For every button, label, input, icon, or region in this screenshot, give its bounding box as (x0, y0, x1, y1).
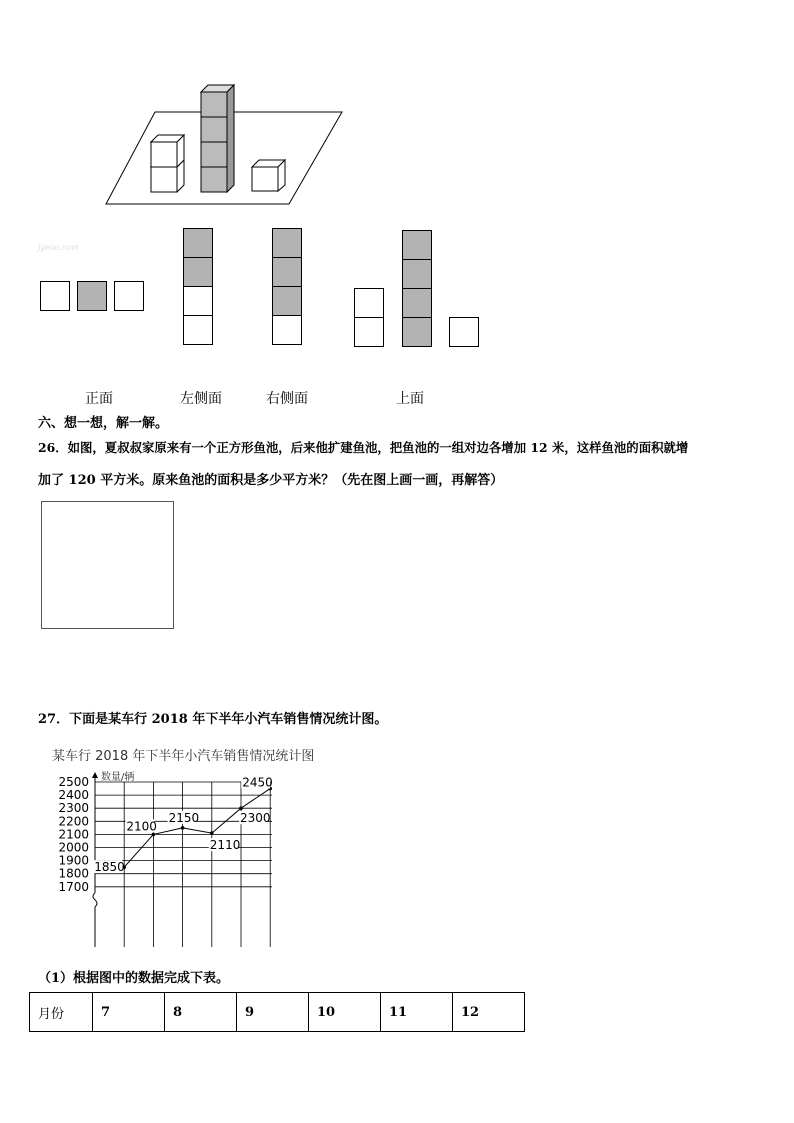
watermark: jyeoo.com (38, 243, 79, 252)
square-pond-figure (41, 501, 174, 629)
y-tick-label: 1800 (58, 866, 89, 881)
question-26-line-1: 26．如图，夏叔叔家原来有一个正方形鱼池，后来他扩建鱼池，把鱼池的一组对边各增加 12 米，这样鱼池的面积就增 (38, 440, 689, 455)
label-top-view: 上面 (396, 391, 424, 407)
data-label: 2100 (126, 819, 157, 834)
table-cell[interactable]: 7 (93, 993, 165, 1032)
y-tick-label: 2400 (58, 788, 89, 803)
y-tick-label: 2100 (58, 827, 89, 842)
table-row (30, 993, 525, 1032)
data-point (239, 806, 243, 810)
y-tick-label: 2500 (58, 775, 89, 789)
data-label: 2450 (242, 775, 273, 790)
table-cell[interactable]: 8 (165, 993, 237, 1032)
label-right-view: 右侧面 (266, 391, 308, 407)
question-27-intro: 27．下面是某车行 2018 年下半年小汽车销售情况统计图。 (38, 712, 388, 727)
data-label: 2110 (209, 838, 241, 853)
cube-stack-left (151, 135, 184, 192)
section-heading: 六、想一想，解一解。 (38, 416, 169, 431)
cube-arrangement-figure (100, 80, 350, 210)
sales-table (29, 992, 525, 1032)
table-cell[interactable]: 12 (453, 993, 525, 1032)
table-header-cell: 月份 (30, 993, 93, 1032)
data-label: 2150 (168, 810, 200, 825)
y-tick-label: 1900 (58, 853, 89, 868)
label-left-view: 左侧面 (180, 391, 222, 407)
data-label: 1850 (94, 860, 125, 875)
data-point (210, 831, 214, 835)
sales-line-chart (40, 742, 340, 947)
y-tick-label: 2200 (58, 814, 89, 829)
y-axis-label: 数量/辆 (101, 772, 135, 783)
question-26-line-2: 加了 120 平方米。原来鱼池的面积是多少平方米？（先在图上画一画，再解答） (38, 473, 504, 488)
y-tick-label: 2000 (58, 840, 89, 855)
table-cell[interactable]: 9 (237, 993, 309, 1032)
table-cell[interactable]: 10 (309, 993, 381, 1032)
data-point (181, 826, 185, 830)
chart-title: 某车行 2018 年下半年小汽车销售情况统计图 (52, 749, 315, 764)
axis-break (93, 893, 97, 907)
y-axis-arrow (92, 772, 98, 778)
question-27-sub-1: （1）根据图中的数据完成下表。 (38, 971, 230, 986)
data-label: 2300 (240, 811, 271, 826)
y-tick-label: 2300 (58, 801, 89, 816)
cube-stack-middle (201, 85, 234, 192)
y-tick-label: 1700 (58, 879, 89, 894)
cube-single-right (252, 160, 285, 191)
label-front-view: 正面 (85, 391, 113, 407)
table-cell[interactable]: 11 (381, 993, 453, 1032)
